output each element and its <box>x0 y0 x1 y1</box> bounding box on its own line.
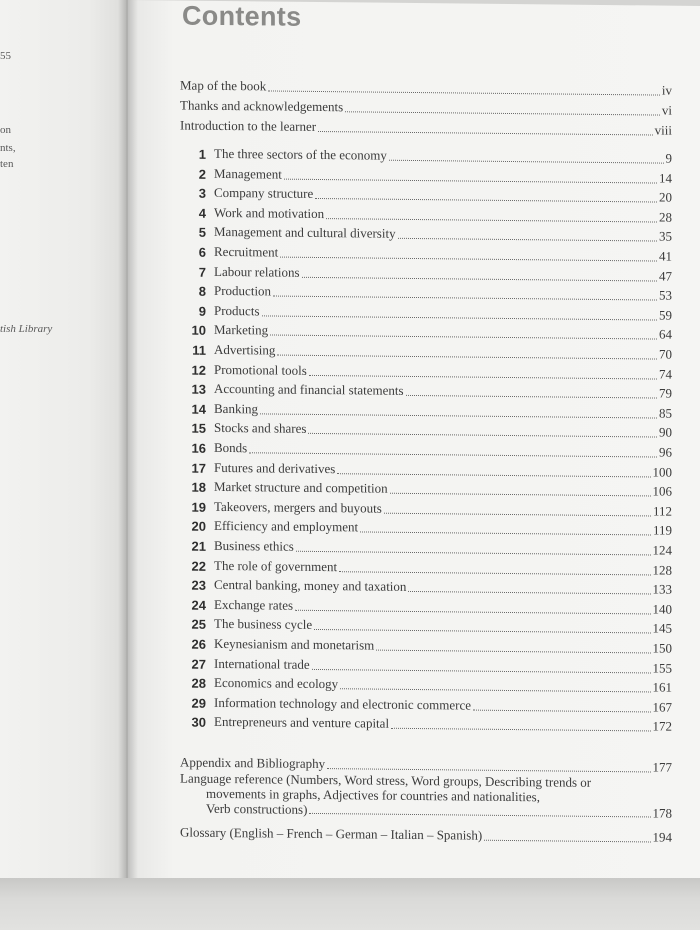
toc-unit-row <box>180 516 672 539</box>
unit-number: 9 <box>198 303 206 319</box>
dot-leader <box>312 669 651 674</box>
dot-leader <box>389 160 664 164</box>
toc-unit-row <box>180 614 672 637</box>
dot-leader <box>308 433 657 438</box>
page-number: 133 <box>652 581 672 597</box>
toc-entry-title: The role of government <box>214 557 338 575</box>
toc-entry-title: Takeovers, mergers and buyouts <box>214 498 382 516</box>
dot-leader <box>398 238 657 242</box>
unit-number: 12 <box>191 362 206 378</box>
toc-entry-title: The three sectors of the economy <box>214 145 387 163</box>
dot-leader <box>484 840 650 843</box>
page-number: 79 <box>659 385 672 401</box>
unit-number: 3 <box>198 185 206 201</box>
toc-entry-title: Language reference (Numbers, Word stress, Word groups, Describing trends or <box>180 770 592 790</box>
toc-entry-title: Advertising <box>214 341 276 358</box>
unit-number: 2 <box>198 166 206 182</box>
toc-entry-title: The business cycle <box>214 615 313 632</box>
dot-leader <box>384 513 651 517</box>
dot-leader <box>339 571 650 575</box>
toc-row <box>180 76 672 99</box>
facing-page-fragment: on <box>0 124 11 136</box>
page-number: 85 <box>659 405 672 421</box>
unit-number: 16 <box>191 440 206 456</box>
page-number: 194 <box>652 829 672 845</box>
toc-entry-title: Production <box>214 282 272 299</box>
dot-leader <box>473 710 650 713</box>
page-number: viii <box>654 122 672 138</box>
unit-number: 18 <box>191 479 206 495</box>
unit-number: 28 <box>191 675 206 691</box>
dot-leader <box>309 813 650 818</box>
toc-entry-title-continued: Verb constructions) <box>206 800 308 817</box>
page-number: 74 <box>659 366 672 382</box>
toc-row <box>180 116 672 139</box>
dot-leader <box>249 452 657 457</box>
dot-leader <box>406 395 657 399</box>
unit-number: 11 <box>192 342 206 358</box>
page-number: vi <box>661 102 672 118</box>
toc-entry-title: Labour relations <box>214 263 300 280</box>
dot-leader <box>260 413 657 418</box>
toc-unit-row <box>180 634 672 657</box>
dot-leader <box>337 473 650 477</box>
toc-unit-row <box>180 144 672 167</box>
facing-page-fragment: ten <box>0 158 14 170</box>
toc-row <box>180 96 672 119</box>
toc-entry-title: Information technology and electronic commerce <box>214 694 472 713</box>
toc-entry-title: Market structure and competition <box>214 478 388 496</box>
page-number: iv <box>661 82 672 98</box>
unit-number: 6 <box>198 244 206 260</box>
page-number: 167 <box>652 699 672 715</box>
unit-number: 26 <box>191 636 206 652</box>
toc-entry-title: Efficiency and employment <box>214 517 359 535</box>
unit-number: 5 <box>198 224 206 240</box>
toc-entry-title: Marketing <box>214 321 269 338</box>
toc-unit-row <box>180 379 672 402</box>
unit-number: 15 <box>191 420 206 436</box>
dot-leader <box>309 375 657 380</box>
toc-entry-title: Banking <box>214 400 259 417</box>
page-number: 47 <box>659 268 672 284</box>
toc-entry-title: Recruitment <box>214 243 279 260</box>
toc-entry-title: Map of the book <box>180 77 267 94</box>
dot-leader <box>408 591 650 595</box>
page-number: 145 <box>652 620 672 636</box>
page-number: 112 <box>652 503 672 519</box>
toc-entry-title: Appendix and Bibliography <box>180 754 326 772</box>
unit-number: 27 <box>191 656 206 672</box>
dot-leader <box>318 131 653 136</box>
toc-unit-row <box>180 712 672 735</box>
unit-number: 7 <box>198 264 206 280</box>
toc-unit-row <box>180 183 672 206</box>
page-number: 178 <box>652 805 672 821</box>
dot-leader <box>296 551 651 556</box>
toc-unit-row <box>180 320 672 343</box>
dot-leader <box>270 334 657 339</box>
toc-entry-title: Management <box>214 165 282 182</box>
page-number: 124 <box>652 542 672 558</box>
unit-number: 14 <box>191 401 206 417</box>
dot-leader <box>315 198 657 203</box>
page-number: 161 <box>652 679 672 695</box>
dot-leader <box>340 688 650 692</box>
unit-number: 29 <box>191 695 206 711</box>
unit-number: 1 <box>198 146 206 162</box>
dot-leader <box>376 650 650 654</box>
toc-entry-title: Introduction to the learner <box>180 117 317 134</box>
toc-entry-title: Work and motivation <box>214 204 325 222</box>
toc-entry-title: Futures and derivatives <box>214 459 336 477</box>
dot-leader <box>295 610 650 615</box>
unit-number: 22 <box>191 558 206 574</box>
toc-unit-row <box>180 281 672 304</box>
page-number: 59 <box>659 307 672 323</box>
toc-entry-title: Exchange rates <box>214 596 294 613</box>
page-number: 128 <box>652 562 672 578</box>
toc-entry-title: Central banking, money and taxation <box>214 576 407 594</box>
dot-leader <box>390 493 651 497</box>
toc-unit-row <box>180 222 672 245</box>
page-number: 177 <box>652 759 672 775</box>
page-number: 41 <box>659 248 672 264</box>
unit-number: 30 <box>191 714 206 730</box>
unit-number: 17 <box>191 460 206 476</box>
dot-leader <box>273 296 657 301</box>
toc-entry-title: International trade <box>214 655 310 672</box>
unit-number: 21 <box>191 538 206 554</box>
page-number: 119 <box>652 522 672 538</box>
dot-leader <box>391 728 650 732</box>
unit-number: 13 <box>191 381 206 397</box>
book-gutter <box>118 0 138 890</box>
dot-leader <box>326 218 657 222</box>
unit-number: 8 <box>198 283 206 299</box>
unit-number: 24 <box>191 597 206 613</box>
page-number: 70 <box>659 346 672 362</box>
toc-unit-row <box>180 242 672 265</box>
toc-unit-row <box>180 418 672 441</box>
toc-entry-title: Accounting and financial statements <box>214 380 404 398</box>
page-number: 155 <box>652 660 672 676</box>
toc-entry-title: Glossary (English – French – German – Italian – Spanish) <box>180 824 483 843</box>
toc-unit-row <box>180 340 672 363</box>
page-number: 9 <box>665 150 672 166</box>
unit-number: 25 <box>191 616 206 632</box>
toc-unit-row <box>180 438 672 461</box>
page-number: 14 <box>659 170 672 186</box>
toc-entry-title: Bonds <box>214 439 248 456</box>
dot-leader <box>314 629 650 634</box>
dot-leader <box>262 315 658 320</box>
toc-entry-title: Company structure <box>214 184 314 201</box>
toc-row-multiline <box>180 771 672 821</box>
toc-entry-title: Entrepreneurs and venture capital <box>214 713 390 731</box>
toc-entry-title: Products <box>214 302 260 319</box>
dot-leader <box>280 257 657 262</box>
toc-entry-title: Promotional tools <box>214 361 307 378</box>
toc-row <box>180 823 672 846</box>
toc-entry-title: Management and cultural diversity <box>214 223 396 241</box>
dot-leader <box>277 355 657 360</box>
page-number: 35 <box>659 228 672 244</box>
facing-page <box>0 0 126 880</box>
unit-number: 4 <box>198 205 206 221</box>
toc-entry-title: Economics and ecology <box>214 674 339 692</box>
page-number: 64 <box>659 326 672 342</box>
page-number: 172 <box>652 718 672 734</box>
toc-entry-title: Stocks and shares <box>214 419 307 436</box>
dot-leader <box>360 531 651 535</box>
dot-leader <box>302 277 657 282</box>
dot-leader <box>268 90 660 95</box>
facing-page-fragment: tish Library <box>0 323 53 335</box>
page-number: 96 <box>659 444 672 460</box>
facing-page-fragment: 55 <box>0 50 11 62</box>
page-number: 106 <box>652 483 672 499</box>
facing-page-fragment: nts, <box>0 142 16 154</box>
page-number: 28 <box>659 209 672 225</box>
toc-entry-title-continued: movements in graphs, Adjectives for countries and nationalities, <box>206 785 540 805</box>
page-number: 53 <box>659 287 672 303</box>
page-number: 20 <box>659 189 672 205</box>
dot-leader <box>345 111 660 115</box>
page-number: 100 <box>652 464 672 480</box>
page-number: 140 <box>652 601 672 617</box>
contents-page <box>128 0 700 901</box>
unit-number: 20 <box>191 518 206 534</box>
toc-entry-title: Thanks and acknowledgements <box>180 97 344 115</box>
page-number: 150 <box>652 640 672 656</box>
toc-unit-row <box>180 536 672 559</box>
dot-leader <box>284 179 657 184</box>
toc-entry-title: Keynesianism and monetarism <box>214 635 375 653</box>
toc-entry-title: Business ethics <box>214 537 294 554</box>
page-bottom-edge <box>0 878 700 930</box>
toc-unit-row <box>180 673 672 696</box>
unit-number: 19 <box>191 499 206 515</box>
toc-unit-row <box>180 575 672 598</box>
page-title: Contents <box>182 0 302 32</box>
unit-number: 10 <box>191 322 206 338</box>
toc-unit-row <box>180 477 672 500</box>
page-number: 90 <box>659 424 672 440</box>
unit-number: 23 <box>191 577 206 593</box>
